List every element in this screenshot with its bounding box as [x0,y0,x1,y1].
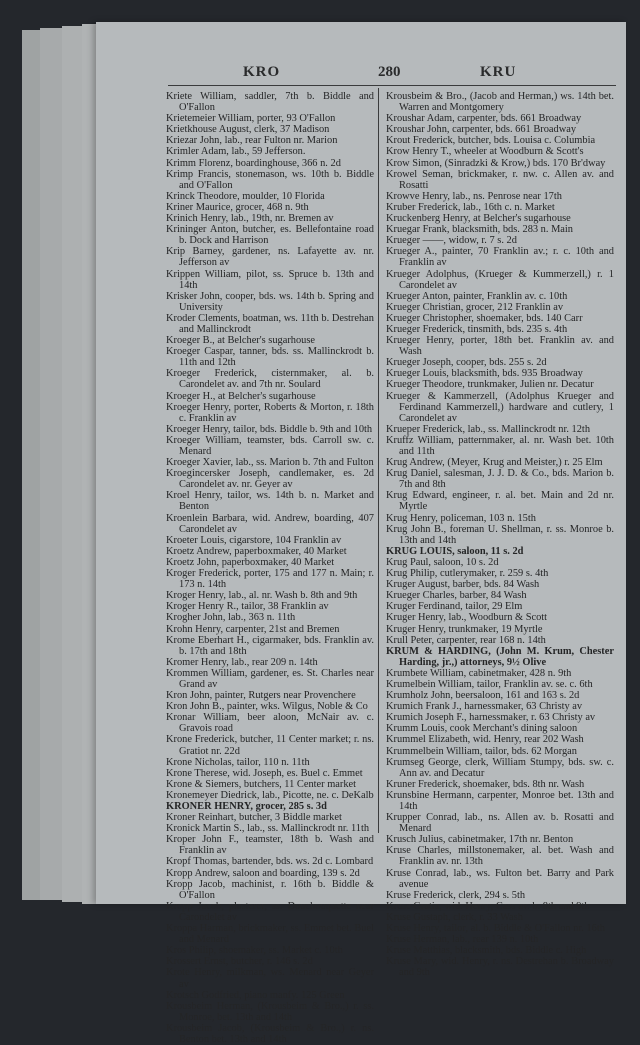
page-number: 280 [378,64,401,80]
directory-entry: Kropp Jacob, plasterer, ss. Douchouquette near Carondelet av [166,900,374,923]
directory-entry: Krohn Henry, carpenter, 21st and Bremen [166,623,340,635]
directory-entry: Kroper John F., teamster, 18th b. Wash and Franklin av [166,834,374,857]
directory-entry: Krueger A., painter, 70 Franklin av.; r. c. 10th and Franklin av [386,246,614,269]
directory-entry: Krumholz John, beersaloon, 161 and 163 s. 2d [386,690,580,702]
directory-entry: KRONER HENRY, grocer, 285 s. 3d [166,801,327,812]
directory-entry: Krug Henry, policeman, 103 n. 15th [386,512,536,524]
directory-entry: Krunsbine Hermann, carpenter, Monroe bet. 13th and 14th [386,789,614,812]
directory-entry: Krommen William, gardener, es. St. Charles near Grand av [166,667,374,690]
directory-entry: Krueger Christopher, shoemaker, bds. 140 Carr [386,312,583,324]
directory-entry: Krone & Siemers, butchers, 11 Center market [166,778,357,790]
directory-entry: Krippen William, pilot, ss. Spruce b. 13th and 14th [166,268,374,291]
directory-entry: Krip Barney, gardener, ns. Lafayette av. nr. Jefferson av [166,246,374,269]
directory-entry: Kroppa Harman, brickmaker, ss. Emmet bet. Buel and Menard [166,923,374,946]
directory-entry: Krow Henry T., wheeler at Woodburn & Scott's [386,146,584,158]
directory-entry: Krueger ——, widow, r. 7 s. 2d [386,235,517,247]
directory-entry: Kruner Frederick, shoemaker, bds. 8th nr. Wash [386,778,585,790]
left-column [166,91,374,1045]
directory-entry: Kroeger H., at Belcher's sugarhouse [166,390,316,402]
guide-word-right: KRU [480,64,517,80]
directory-entry: Krumseg George, clerk, William Stumpy, bds. sw. c. Ann av. and Decatur [386,756,614,779]
directory-entry: Kroegincersker Joseph, candlemaker, es. 2d Carondelet av. nr. Geyer av [166,468,374,491]
directory-entry: Krumich Joseph F., harnessmaker, r. 63 Christy av [386,712,596,724]
directory-entry: Kroger Henry R., tailor, 38 Franklin av [166,601,329,613]
directory-entry: Kroel Henry, tailor, ws. 14th b. n. Market and Benton [166,490,374,513]
directory-entry: Kromer Henry, lab., rear 209 n. 14th [166,656,318,668]
directory-entry: Kruger August, barber, bds. 84 Wash [386,579,540,591]
directory-entry: Krumich Frank J., harnessmaker, 63 Christy av [386,701,583,713]
directory-entry: Krupper Conrad, lab., ns. Allen av. b. Rosatti and Menard [386,812,614,835]
directory-entry: Krimm Florenz, boardinghouse, 366 n. 2d [166,157,341,169]
directory-entry: Krug Andrew, (Meyer, Krug and Meister,) r. 25 Elm [386,457,603,469]
directory-entry: Krueger & Kammerzell, (Adolphus Krueger and Ferdinand Kammerzell,) hardware and cutlery, 1 Carondelet av [386,390,614,424]
directory-entry: Krueger Theodore, trunkmaker, Julien nr. Decatur [386,379,594,391]
directory-entry: Krisker John, cooper, bds. ws. 14th b. Spring and University [166,290,374,313]
directory-entry: Kros Philip, shoemaker, ss. Market c. 10th [166,945,343,957]
directory-entry: Kroeger Frederick, cisternmaker, al. b. Carondelet av. and 7th nr. Soulard [166,368,374,391]
directory-entry: Krueger Christian, grocer, 212 Franklin av [386,301,564,313]
directory-entry: Kroeger Caspar, tanner, bds. ss. Mallinckrodt b. 11th and 12th [166,346,374,369]
directory-entry: Kruse Frederick, clerk, 294 s. 5th [386,889,526,901]
directory-entry: Krummel Elizabeth, wid. Henry, rear 202 Wash [386,734,584,746]
directory-entry: Kruger Ferdinand, tailor, 29 Elm [386,601,523,613]
directory-entry: Kruse Gustaph, clerk, r. 33 Wash [386,911,523,923]
directory-entry: Krueger Joseph, cooper, bds. 255 s. 2d [386,357,547,369]
directory-entry: Krone Nicholas, tailor, 110 n. 11th [166,756,310,768]
directory-entry: Kruffz William, patternmaker, al. nr. Wash bet. 10th and 11th [386,434,614,457]
directory-entry: Kropf Thomas, bartender, bds. ws. 2d c. Lombard [166,856,374,868]
directory-entry: Krowel Seman, brickmaker, r. nw. c. Allen av. and Rosatti [386,168,614,191]
directory-entry: Kroder Clements, boatman, ws. 11th b. Destrehan and Mallinckrodt [166,312,374,335]
directory-entry: Krull Peter, carpenter, rear 168 n. 14th [386,634,546,646]
directory-entry: Krininger Anton, butcher, es. Bellefontaine road b. Dock and Harrison [166,224,374,247]
directory-entry: Kron John B., painter, wks. Wilgus, Noble & Co [166,701,368,713]
directory-entry: Kruber Frederick, lab., 16th c. n. Market [386,201,555,213]
directory-entry: Kruse Conrad, lab., ws. Fulton bet. Barry and Park avenue [386,867,614,890]
directory-entry: Krimp Francis, stonemason, ws. 10th b. Biddle and O'Fallon [166,168,374,191]
directory-entry: Krinck Theodore, moulder, 10 Florida [166,190,325,202]
directory-entry: Kron John, painter, Rutgers near Provenchere [166,690,356,702]
directory-entry: Krimler Adam, lab., 59 Jefferson. [166,146,306,158]
directory-entry: Krumm Louis, cook Merchant's dining saloon [386,723,578,735]
directory-entry: Krousbeim Jacob, (Krousbeim & Bro.,) r. ns. Benton bet. 13th and 14th [166,1022,374,1045]
directory-entry: Krotsch Godfried, piano manfy. 125 Green [166,989,345,1001]
directory-entry: Krote Henry, milkman, ws. Menard near Geyer av [166,967,374,990]
directory-entry: Krossert Ernst, butcher, r. 146 s. 2d [166,956,313,968]
directory-entry: Kroeter Louis, cigarstore, 104 Franklin av [166,534,342,546]
directory-entry: Kroger Henry, lab., al. nr. Wash b. 8th and 9th [166,590,358,602]
directory-entry: Kruger Henry, lab., Woodburn & Scott [386,612,548,624]
directory-entry: Krumbete William, cabinetmaker, 428 n. 9th [386,667,572,679]
directory-entry: Krome Eberhart H., cigarmaker, bds. Franklin av. b. 17th and 18th [166,634,374,657]
directory-entry: Kroeger Xavier, lab., ss. Marion b. 7th and Fulton [166,457,374,469]
directory-entry: Krueger Anton, painter, Franklin av. c. 10th [386,290,568,302]
directory-entry: Kruse Henry, tailor, al. b. Biddle & O'Fallon nr. 16th [386,923,605,935]
directory-entry: Krumelbein William, tailor, Franklin av. se. c. 6th [386,678,593,690]
directory-entry: Krow Simon, (Sinradzki & Krow,) bds. 170 Br'dway [386,157,606,169]
directory-entry: Kroenlein Barbara, wid. Andrew, boarding, 407 Carondelet av [166,512,374,535]
directory-entry: Kroeger B., at Belcher's sugarhouse [166,335,316,347]
directory-entry: Kruse Herman, lab., rear 139 n. 10th [386,934,539,946]
directory-entry: Kruse Gratia, wid. Henry, Cass av. b. 8th and 9th [386,900,590,912]
directory-entry: Krueger Charles, barber, 84 Wash [386,590,527,602]
directory-entry: Kroeger Henry, porter, Roberts & Morton, r. 18th c. Franklin av [166,401,374,424]
directory-entry: Kruegar Frank, blacksmith, bds. 283 n. Main [386,224,574,236]
directory-entry: Kroner Reinhart, butcher, 3 Biddle market [166,812,342,824]
directory-entry: Krueger Adolphus, (Krueger & Kummerzell,) r. 1 Carondelet av [386,268,614,291]
directory-entry: Krueger Louis, blacksmith, bds. 935 Broadway [386,368,583,380]
directory-entry: Krinich Henry, lab., 19th, nr. Bremen av [166,213,334,225]
directory-entry: KRUM & HARDING, (John M. Krum, Chester Harding, jr.,) attorneys, 9½ Olive [386,645,614,668]
directory-entry: Krug Daniel, salesman, J. J. D. & Co., bds. Marion b. 7th and 8th [386,468,614,491]
directory-entry: Kriete William, saddler, 7th b. Biddle and O'Fallon [166,91,374,114]
directory-entry: Kriezar John, lab., rear Fulton nr. Marion [166,135,338,147]
directory-entry: Kronar William, beer aloon, McNair av. c. Gravois road [166,712,374,735]
directory-entry: Kroetz John, paperboxmaker, 40 Market [166,556,335,568]
directory-entry: Krusch Julius, cabinetmaker, 17th nr. Benton [386,834,574,846]
directory-entry: Kruger Henry, trunkmaker, 19 Myrtle [386,623,543,635]
guide-word-left: KRO [243,64,281,80]
directory-entry: Krone Frederick, butcher, 11 Center market; r. ns. Gratiot nr. 22d [166,734,374,757]
directory-entry: KRUG LOUIS, saloon, 11 s. 2d [386,545,524,557]
directory-entry: Krietkhouse August, clerk, 37 Madison [166,124,330,136]
directory-entry: Krueper Frederick, lab., ss. Mallinckrodt nr. 12th [386,423,591,435]
directory-entry: Kruse Mary, wid. Henry, r. ns. Destrehan b. Broadway and 9th [386,956,614,979]
directory-entry: Krug John B., foreman U. Shellman, r. ss. Monroe b. 13th and 14th [386,523,614,546]
directory-entry: Kruckenberg Henry, at Belcher's sugarhouse [386,213,571,225]
directory-entry: Kruse Matthias, blacksmith, bds. Biddle c. High [386,945,587,957]
directory-entry: Kroushar Adam, carpenter, bds. 661 Broadway [386,113,582,125]
directory-entry: Krousbeim Herman, (Krousbeim & Bro.,) r. ss. Monroe, bet. 13th and 14th [166,1000,374,1023]
header-rule [168,85,616,86]
directory-entry: Krug Paul, saloon, 10 s. 2d [386,556,499,568]
directory-entry: Krogher John, lab., 363 n. 11th [166,612,296,624]
directory-entry: Kruse Charles, millstonemaker, al. bet. Wash and Franklin av. nr. 13th [386,845,614,868]
directory-entry: Krietemeier William, porter, 93 O'Fallon [166,113,336,125]
directory-entry: Kroeger William, teamster, bds. Carroll sw. c. Menard [166,434,374,457]
directory-entry: Krummelbein William, tailor, bds. 62 Morgan [386,745,577,757]
directory-entry: Kronick Martin S., lab., ss. Mallinckrodt nr. 11th [166,823,370,835]
directory-entry: Krowve Henry, lab., ns. Penrose near 17th [386,190,562,202]
column-divider [378,88,379,833]
directory-entry: Kroger Frederick, porter, 175 and 177 n. Main; r. 173 n. 14th [166,568,374,591]
directory-entry: Krone Therese, wid. Joseph, es. Buel c. Emmet [166,767,363,779]
directory-entry: Kropp Andrew, saloon and boarding, 139 s. 2d [166,867,360,879]
directory-entry: Kropp Jacob, machinist, r. 16th b. Biddle & O'Fallon [166,878,374,901]
directory-entry: Krout Frederick, butcher, bds. Louisa c. Columbia [386,135,596,147]
directory-entry: Krug Edward, engineer, r. al. bet. Main and 2d nr. Myrtle [386,490,614,513]
directory-entry: Krousbeim & Bro., (Jacob and Herman,) ws. 14th bet. Warren and Montgomery [386,91,614,114]
directory-entry: Kroushar John, carpenter, bds. 661 Broadway [386,124,577,136]
directory-entry: Krueger Henry, porter, 18th bet. Franklin av. and Wash [386,335,614,358]
directory-entry: Kronemeyer Diedrick, lab., Picotte, ne. c. DeKalb [166,789,374,801]
directory-entry: Krug Philip, cutlerymaker, r. 259 s. 4th [386,568,549,580]
directory-entry: Kroetz Andrew, paperboxmaker, 40 Market [166,545,347,557]
directory-entry: Kriner Maurice, grocer, 468 n. 9th [166,201,309,213]
right-column [386,91,614,979]
directory-entry: Kroeger Henry, tailor, bds. Biddle b. 9th and 10th [166,423,373,435]
directory-entry: Krueger Frederick, tinsmith, bds. 235 s. 4th [386,323,568,335]
